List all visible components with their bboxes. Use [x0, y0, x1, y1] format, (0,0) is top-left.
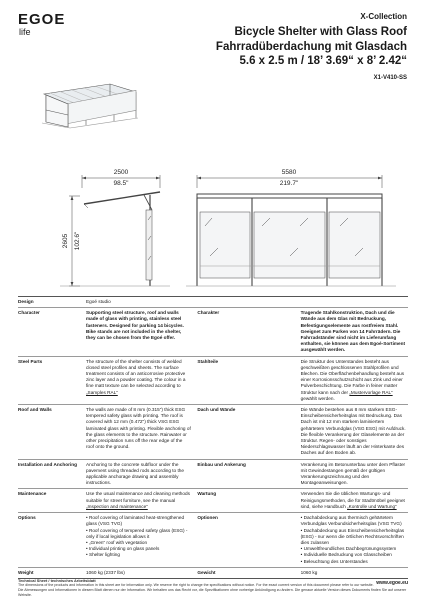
roof-label: Roof and Walls [18, 405, 86, 460]
dach-label: Dach und Wände [193, 405, 300, 460]
kontrolle-wartung-link[interactable]: „Kontrolle und Wartung“ [347, 503, 397, 509]
stahl-label: Stahlteile [193, 356, 300, 404]
install-label: Installation and Anchoring [18, 459, 86, 489]
brand-subline: life [19, 27, 31, 37]
option-item: • Roof covering of laminated heat-strengthened glass (VSG TVG) [86, 515, 185, 527]
samples-ral-link[interactable]: „Samples RAL“ [86, 389, 118, 395]
spec-row-options [18, 513, 408, 568]
optionen-item: • Dachabdeckung aus thermisch gehärtetem Verbundglas Verbundsicherheitsglas (VSG TVG) [300, 515, 402, 527]
footer [18, 578, 408, 598]
brand-name: EGOE [18, 11, 66, 28]
side-width-mm: 2500 [113, 169, 129, 176]
mustervorlage-ral-link[interactable]: „Mustervorlage RAL“ [349, 389, 393, 395]
gewicht-value: 1060 kg [301, 567, 408, 578]
height-in: 102.6" [74, 231, 81, 251]
website-link[interactable]: www.egoe.eu [376, 580, 408, 586]
character-cell [86, 308, 193, 356]
spec-row-maintenance [18, 489, 408, 513]
spec-row-steel [18, 356, 408, 404]
spec-row-character [18, 308, 408, 356]
wartung-text: Verwenden Sie die üblichen Wartungs- und Reinigungsmethoden, die für Stadtmöbel geeignet sind, siehe Handbuch [300, 491, 405, 509]
options-list [86, 513, 193, 568]
height-mm: 2605 [62, 233, 69, 249]
collection-name: X-Collection [360, 12, 407, 21]
roof-text: The walls are made of 8 mm (0.315") thick ESG tempered safety glass with printing. The roof is covered with 12 mm (0.472") thick VSG ESG laminated glass with printing. Flexible anchoring of the glass elements to the structure. Rainwater or other precipitation runs off the rear edge of the roof onto the ground. [86, 405, 193, 460]
product-rendering [40, 80, 140, 130]
options-label: Options [18, 513, 86, 568]
wartung-label: Wartung [193, 489, 300, 513]
document-header [117, 12, 407, 81]
title-en: Bicycle Shelter with Glass Roof [234, 26, 407, 38]
spec-row-installation [18, 459, 408, 489]
option-item: • Roof covering of tempered safety glass (ESG) - only if local legislation allows it [86, 527, 188, 539]
spec-table [18, 296, 408, 579]
spec-row-roof [18, 405, 408, 460]
gewicht-label: Gewicht [193, 567, 300, 578]
steel-text: The structure of the shelter consists of welded closed steel profiles and sheets. The surface treatment consists of an anticorrosive protective zinc layer and a powder coating. The colour in a fine matt texture can be selected according to [86, 358, 186, 389]
spec-row-design [18, 297, 408, 308]
character-label: Character [18, 308, 86, 356]
character-text: Bike stands are not included in the shelter, they can be chosen from the Egoé offer. [86, 328, 182, 341]
footer-disclaimer-en: The dimensions of the products and information in this sheet are for information only. We reserve the right to change the specifications without notice. For the exact current version of this document please refer to our website. [18, 583, 374, 588]
option-item: • Shelter lighting [86, 552, 120, 558]
front-width-in: 219.7" [279, 180, 299, 187]
stahl-tail: gewählt werden. [300, 395, 335, 401]
steel-label: Steel Parts [18, 356, 86, 404]
charakter-bold: Tragende Stahlkonstruktion, Dach und die Wände aus dem Glas mit Bedruckung, Befestigungselemente aus rostfreiem Stahl. [300, 310, 399, 328]
optionen-list [301, 513, 408, 568]
character-bold: Supporting steel structure, roof and walls made of glass with printing, stainless steel fasteners. Designed for parking 14 bicycles. [86, 310, 184, 328]
option-item: • „Green“ roof with vegetation [86, 539, 148, 545]
technical-drawing [0, 160, 424, 295]
weight-label: Weight [18, 567, 86, 578]
optionen-item: • Beleuchtung des Unterstandes [300, 558, 368, 564]
maint-cell [86, 489, 193, 513]
install-text: Anchoring to the concrete subfloor under the pavement using threaded rods according to the applicable anchorage drawing and assembly instructions. [86, 459, 193, 489]
product-code: X1-V410-SS [373, 75, 407, 82]
dach-text: Die Wände bestehen aus 8 mm starkem ESG-Einscheibensicherheitsglas mit Bedruckung. Das Dach ist mit 12 mm starkem laminiertem gehärtetem Verbundglas (VSG ESG) mit Aufdruck. Die flexible Verankerung der Glaselemente an der Struktur. Regen- oder sonstiges Niederschlagswasser läuft an der Hinterkante des Daches auf den Boden ab. [301, 405, 408, 460]
spec-row-weight [18, 567, 408, 578]
maint-text: Use the usual maintenance and cleaning methods suitable for street furniture, see the manual [86, 491, 190, 503]
stahl-text: Die Struktur des Unterstandes besteht aus geschweißten geschlossenen Stahlprofilen und Blechen. Die Oberflächenbehandlung besteht aus einer Korrosionsschutzschicht aus Zink und einer Pulverbeschichtung. Die Farbe in feiner matter Struktur kann nach der [300, 358, 405, 395]
title-dimensions: 5.6 x 2.5 m / 18’ 3.69“ x 8’ 2.42“ [239, 55, 407, 68]
optionen-item: • Umweltfreundliches Dachbegrünungssystem [300, 546, 397, 552]
optionen-item: • Dachabdeckung aus Einscheibensicherheitsglas (ESG) - nur wenn die örtlichen Rechtsvorschriften dies zulassen [300, 527, 405, 545]
brand-logo [18, 12, 65, 37]
charakter-label: Charakter [193, 308, 300, 356]
steel-cell [86, 356, 193, 404]
optionen-label: Optionen [193, 513, 300, 568]
maint-label: Maintenance [18, 489, 86, 513]
wartung-cell [301, 489, 408, 513]
option-item: • Individual printing on glass panels [86, 546, 160, 552]
footer-title: Technical Sheet / technisches Arbeitsblatt [18, 578, 96, 583]
inspection-maintenance-link[interactable]: „Inspection and maintenance“ [86, 503, 148, 509]
stahl-cell [301, 356, 408, 404]
einbau-text: Verankerung im Betonunterbau unter dem Pflaster mit Gewindestangen gemäß der gültigen Verankerungszeichnung und den Montageanweisungen. [301, 459, 408, 489]
footer-disclaimer-de: Die Abmessungen und Informationen in diesem Blatt dienen nur der Information. Wir behalten uns das Recht vor, die Spezifikationen ohne vorherige Ankündigung zu ändern. Die genaue aktuelle Version dieses Dokuments finden Sie auf unserer Website. [18, 588, 407, 597]
title-de: Fahrradüberdachung mit Glasdach [215, 40, 407, 53]
design-label: Design [18, 297, 86, 308]
charakter-bold-2: Geeignet zum Parken von 14 Fahrrädern. Die Fahrradständer sind nicht im Lieferumfang enthalten, sie können aus dem Egoé-Sortiment ausgewählt werden. [300, 328, 406, 353]
einbau-label: Einbau und Ankerung [193, 459, 300, 489]
weight-value: 1060 kg (2337 lbs) [86, 567, 193, 578]
optionen-item: • Individuelle Bedruckung von Glasscheiben [300, 552, 392, 558]
side-width-in: 98.5" [113, 180, 129, 187]
front-width-mm: 5580 [281, 169, 297, 176]
charakter-cell [301, 308, 408, 356]
design-value: Egoé studio [86, 297, 408, 308]
